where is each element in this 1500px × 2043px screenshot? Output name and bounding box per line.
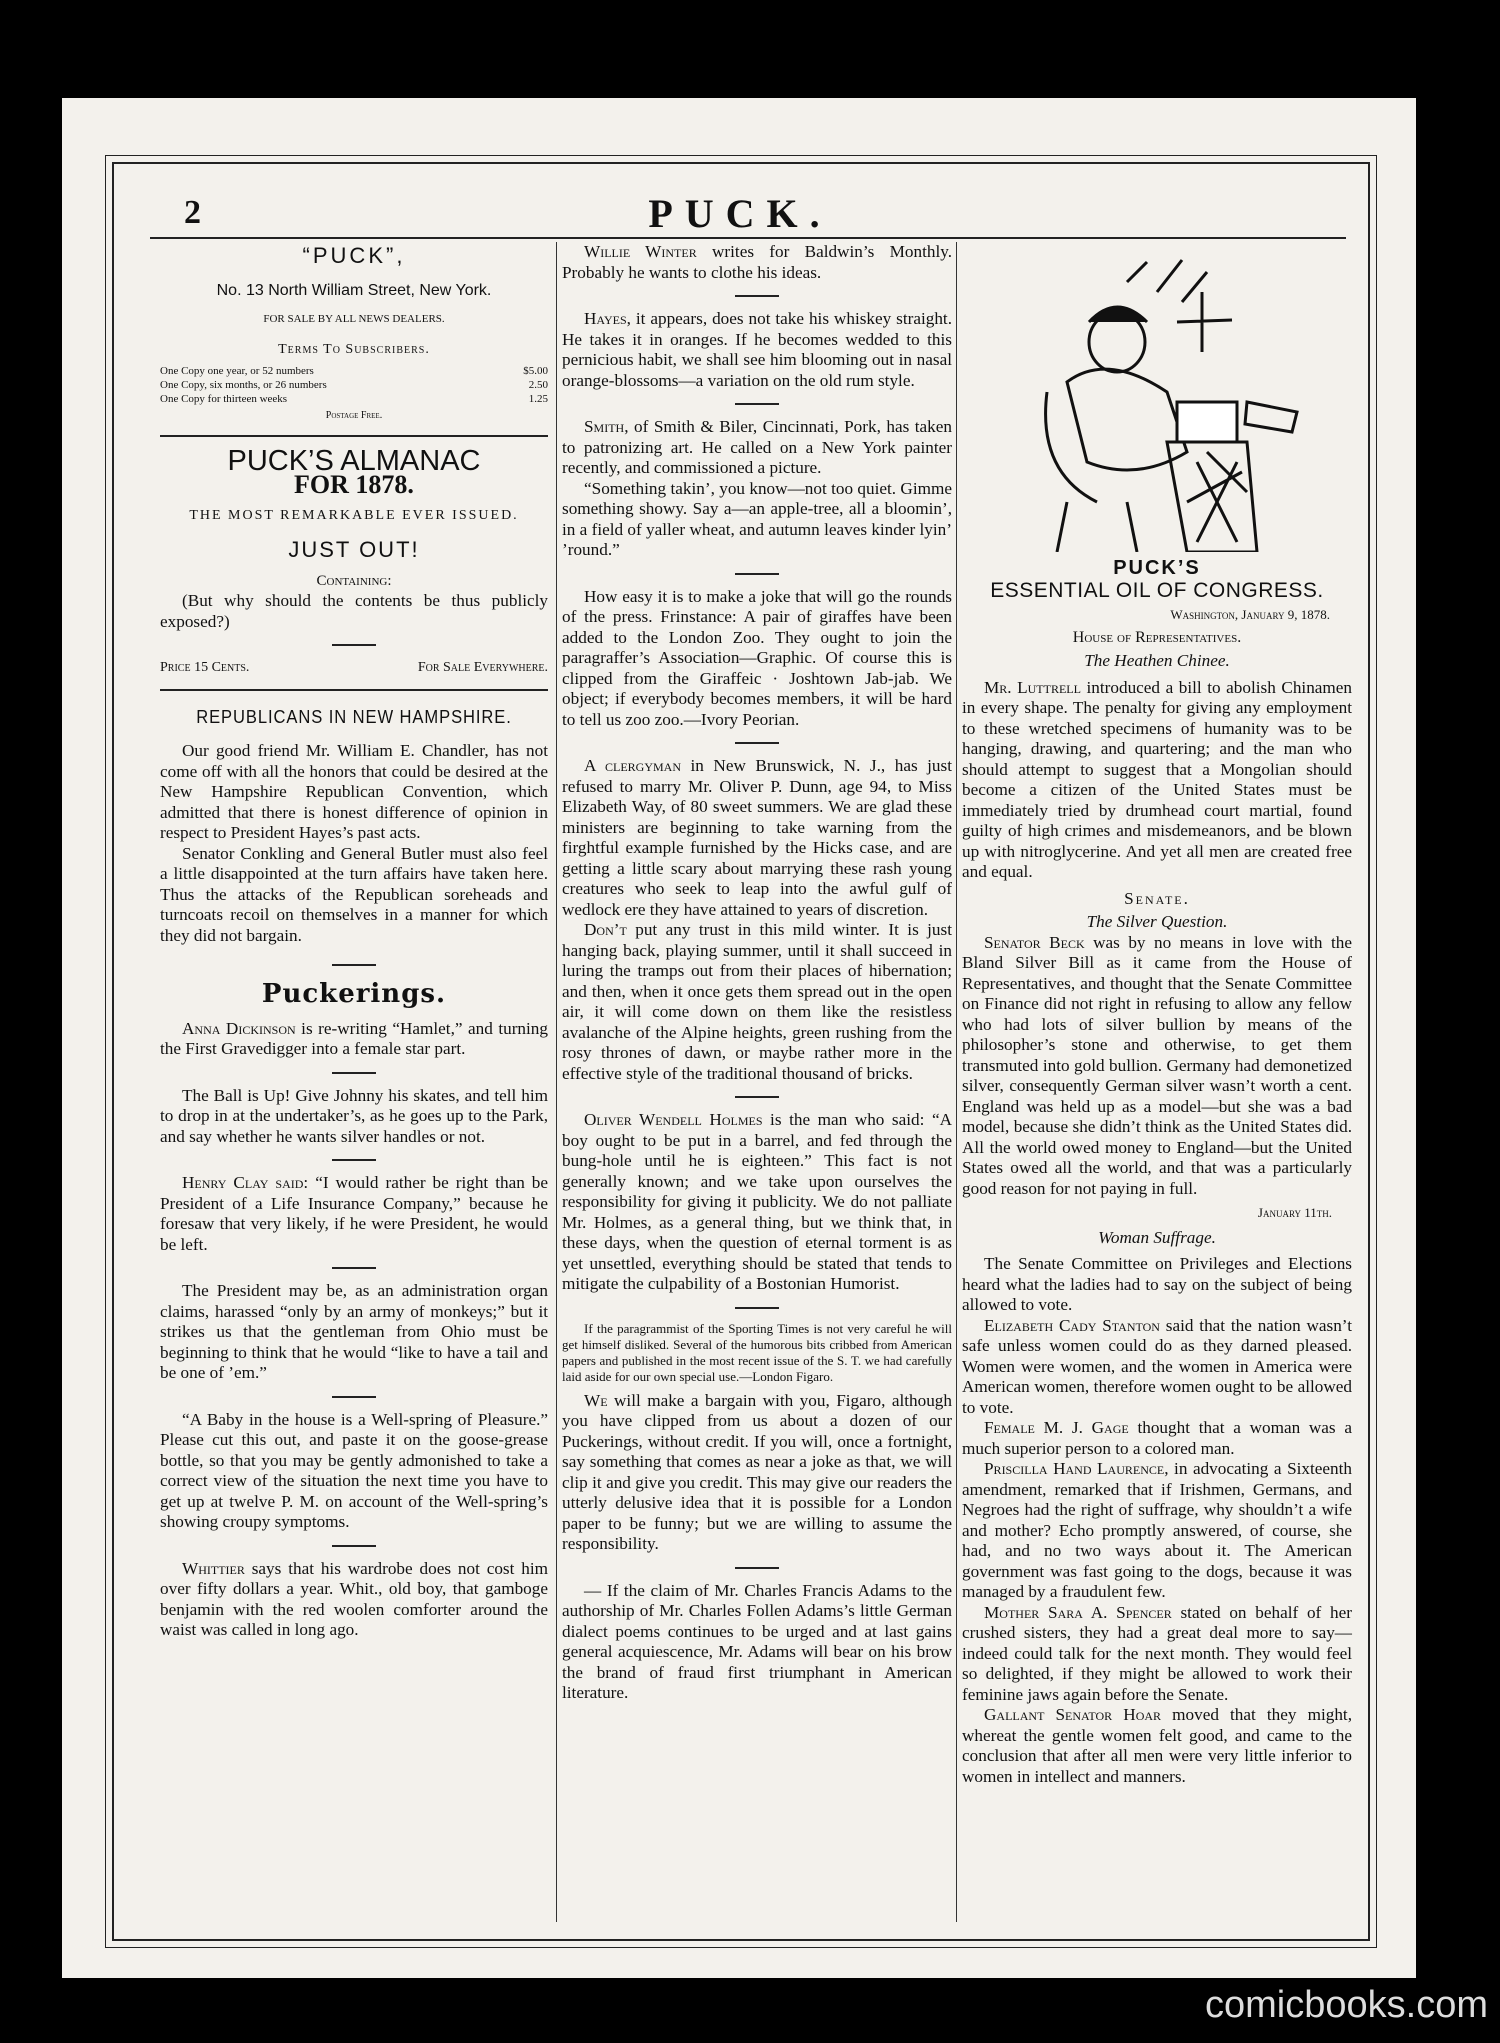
figaro-note: If the paragrammist of the Sporting Times is not very careful he will get himself disliked. Several of the humorous bits cribbed from American papers and published in the most recent issue of the S. T. we had carefully laid aside for our own special use.—London Figaro. [562,1320,952,1384]
short-rule [332,1267,376,1269]
watermark: comicbooks.com [1205,1984,1488,2026]
column-middle [562,242,952,1704]
puckering-item: The President may be, as an administration organ claims, harassed “only by an army of monkeys;” but it strikes us that the gentleman from Ohio must be beginning to think that he would “like to have a tail and be one of ’em.” [160,1281,548,1382]
republicans-paragraph: Senator Conkling and General Butler must also feel a little disappointed at the turn affairs have taken here. Thus the attacks of the Republican soreheads and turncoats recoil on themselves in a manner for which they did not bargain. [160,843,548,945]
congress-item: Gallant Senator Hoar moved that they might, whereat the gentle women felt good, and came to the conclusion that after all men were very little inferior to women in intellect and manners. [962,1705,1352,1786]
short-rule [332,1545,376,1547]
congress-item: Female M. J. Gage thought that a woman was a much superior person to a colored man. [962,1418,1352,1458]
dateline: Washington, January 9, 1878. [1170,607,1330,622]
puckering-item: Willie Winter writes for Baldwin’s Monthly. Probably he wants to clothe his ideas. [562,242,952,282]
congress-item: Mother Sara A. Spencer stated on behalf of her crushed sisters, they had a great deal more to say—indeed could talk for the next month. They would feel so delighted, if they might be allowed to work their feminine jaws again before the Senate. [962,1602,1352,1704]
contents-note: (But why should the contents be thus publicly exposed?) [160,591,548,631]
short-rule [735,742,779,744]
puckering-item: The Ball is Up! Give Johnny his skates, and tell him to drop in at the undertaker’s, as he goes up to the Park, and say whether he wants silver handles or not. [160,1085,548,1146]
senate-heading: Senate. [1124,888,1190,908]
silver-question-title: The Silver Question. [1086,912,1228,931]
republicans-title: REPUBLICANS IN NEW HAMPSHIRE. [196,706,512,727]
puckering-item: “A Baby in the house is a Well-spring of Pleasure.” Please cut this out, and paste it on the goose-grease bottle, so that you may be gently admonished to take a correct view of the situation the next time you have to get up at twelve P. M. on account of the Well-spring’s showing croupy symptoms. [160,1409,548,1531]
price: Price 15 Cents. [160,660,250,675]
short-rule [735,1096,779,1098]
price-line [160,658,548,679]
short-rule [735,1307,779,1309]
woman-suffrage-title: Woman Suffrage. [1098,1227,1216,1247]
puck-reading-illustration [1007,252,1307,552]
short-rule [332,644,376,646]
house-heading: House of Representatives. [1072,628,1242,646]
puckering-item: — If the claim of Mr. Charles Francis Adams to the authorship of Mr. Charles Follen Adams’s little German dialect poems continues to be urged and at last gains general acquiescence, Mr. Adams will bear on his brow the brand of fraud first triumphant in American literature. [562,1580,952,1702]
page-number: 2 [184,194,201,231]
puckering-item: Oliver Wendell Holmes is the man who said: “A boy ought to be put in a barrel, and fed through the bung-hole until he is eighteen.” This fact is not generally known; and we take upon ourselves the responsibility for giving it publicity. We do not palliate Mr. Holmes, as a general thing, but we think that, in these days, when the question of eternal torment is as yet unsettled, everything should be stated that tends to mitigate the culpability of a Bostonian Humorist. [562,1110,952,1293]
short-rule [735,403,779,405]
puckering-item: We will make a bargain with you, Figaro, although you have clipped from us about a dozen of our Puckerings, without credit. If you will, once a fortnight, say something that comes as near a joke as that, we will clip it and give you credit. This may give our readers the utterly delusive idea that it is possible for a London paper to be funny; but we are willing to assume the responsibility. [562,1390,952,1553]
short-rule [735,573,779,575]
heathen-chinee-title: The Heathen Chinee. [1084,651,1230,670]
terms-title: Terms To Subscribers. [278,341,430,357]
rates-table [160,364,548,406]
rate-row: One Copy one year, or 52 numbers $5.00 [160,365,548,377]
page-header [140,180,1340,240]
column-divider [556,242,557,1922]
congress-item: Mr. Luttrell introduced a bill to abolish Chinamen in every shape. The penalty for giving any employment to these wretched specimens of humanity was to be hanging, drawing, and quartering; and the man who should attempt to suggest that a Mongolian should become a citizen of the United States must be immediately tried by drumhead court martial, found guilty of high crimes and misdemeanors, and be blown up with nitroglycerine. And yet all men are created free and equal. [962,677,1353,881]
january-11-date: January 11th. [1257,1205,1332,1220]
puckering-item: Smith, of Smith & Biler, Cincinnati, Pork, has taken to patronizing art. He called on a New York painter recently, and commissioned a picture. [562,417,952,477]
masthead: PUCK. [648,191,832,236]
almanac-year: FOR 1878. [294,470,414,499]
puckering-item: Henry Clay said: “I would rather be right than be President of a Life Insurance Company,” because he foresaw that very likely, if he were President, he would be left. [160,1173,548,1254]
essential-oil-title: ESSENTIAL OIL OF CONGRESS. [990,578,1324,602]
puckering-item: Anna Dickinson is re-writing “Hamlet,” and turning the First Gravedigger into a female star part. [160,1018,548,1058]
puck-caption: PUCK’S [1113,557,1201,579]
puckering-item: Whittier says that his wardrobe does not cost him over fifty dollars a year. Whit., old boy, that gamboge benjamin with the red woolen comforter around the waist was called in long ago. [160,1558,548,1639]
short-rule [332,1072,376,1074]
short-rule [332,1396,376,1398]
just-out: JUST OUT! [288,537,420,562]
almanac-tagline: THE MOST REMARKABLE EVER ISSUED. [189,507,519,523]
section-rule [160,435,548,437]
rate-row: One Copy, six months, or 26 numbers 2.50 [160,379,548,391]
puck-subscription-title: “PUCK”, [302,243,406,268]
short-rule [332,964,376,966]
short-rule [735,295,779,297]
republicans-paragraph: Our good friend Mr. William E. Chandler, has not come off with all the honors that could be desired at the New Hampshire Republican Convention, which admitted that there is honest difference of opinion in respect to President Hayes’s past acts. [160,741,548,842]
puckering-item: Hayes, it appears, does not take his whiskey straight. He takes it in oranges. If he becomes wedded to this pernicious habit, we shall see him blooming out in nasal orange-blossoms—a variation on the old rum style. [562,309,952,390]
rate-row: One Copy for thirteen weeks 1.25 [160,393,548,405]
puckering-item: A clergyman in New Brunswick, N. J., has just refused to marry Mr. Oliver P. Dunn, age 94, to Miss Elizabeth Way, of 80 sweet summers. We are glad these ministers are beginning to take warning from the firghtful example furnished by the Hicks case, and are getting a little scary about marrying these rash young creatures who seek to leap into the awful gulf of wedlock ere they have attained to years of discretion. [562,756,952,919]
column-right [962,242,1352,1787]
containing-label: Containing: [316,572,392,589]
short-rule [332,1159,376,1161]
short-rule [735,1567,779,1569]
congress-item: Priscilla Hand Laurence, in advocating a Sixteenth amendment, remarked that if Irishmen, Germans, and Negroes had the right of suffrage, why shouldn’t a wife and mother? Echo promptly answered, of course, she had, and no two ways about it. The American government was fast going to the dogs, because it was managed by a fraudulent few. [962,1459,1352,1601]
puckerings-title: Puckerings. [261,979,447,1009]
congress-item: Senator Beck was by no means in love with the Bland Silver Bill as it came from the House of Representatives, and thought that the Senate Committee on Finance did not right in refusing to allow any fellow who had lots of silver bullion by means of the philosopher’s stone and otherwise, to get them transmuted into gold bullion. Germany had demonetized silver, consequently German silver wasn’t worth a cent. England was held up as a model—but she was a bad model, because she didn’t think as the United States did. All the world owed money to England—but the United States owed all the world, and that was a particularly good reason for not paying in full. [962,932,1352,1198]
section-rule [160,689,548,691]
puckering-item: Don’t put any trust in this mild winter. It is just hanging back, playing summer, until it shall succeed in luring the tramps out from their places of hibernation; and then, when it once gets them spread out in the open air, it will come down on them like the resistless avalanche of the Alpine heights, green rushing from the rosy thrones of dawn, or maybe rather more in the effective style of the traditional thousand of bricks. [562,920,952,1083]
column-divider [956,242,957,1922]
puckering-item: How easy it is to make a joke that will go the rounds of the press. Frinstance: A pair of giraffes have been added to the London Zoo. They ought to join the paragraffer’s Association—Graphic. Of course this is clipped from the Giraffeic · Joshtown Jab-jab. We object; if everybody becomes members, it will be hard to tell us zoo zoo.—Ivory Peorian. [562,586,952,729]
postage-note: Postage Free. [325,410,383,421]
congress-item: Elizabeth Cady Stanton said that the nation wasn’t safe unless women could do as they darned pleased. Women were women, and the women in America were American women, therefore women ought to be allowed to vote. [962,1315,1352,1417]
for-sale-notice: FOR SALE BY ALL NEWS DEALERS. [263,313,445,325]
header-rule [150,237,1346,239]
puckering-item: “Something takin’, you know—not too quiet. Gimme something showy. Say a—an apple-tree, all a bloomin’, in a field of yaller wheat, and autumn leaves kinder lyin’ ’round.” [562,478,952,559]
congress-item: The Senate Committee on Privileges and Elections heard what the ladies had to say on the subject of being allowed to vote. [962,1254,1352,1314]
column-left [160,242,548,1641]
address: No. 13 North William Street, New York. [216,281,492,299]
sale-everywhere: For Sale Everywhere. [417,660,548,675]
almanac-title: PUCK’S ALMANAC [227,444,481,477]
